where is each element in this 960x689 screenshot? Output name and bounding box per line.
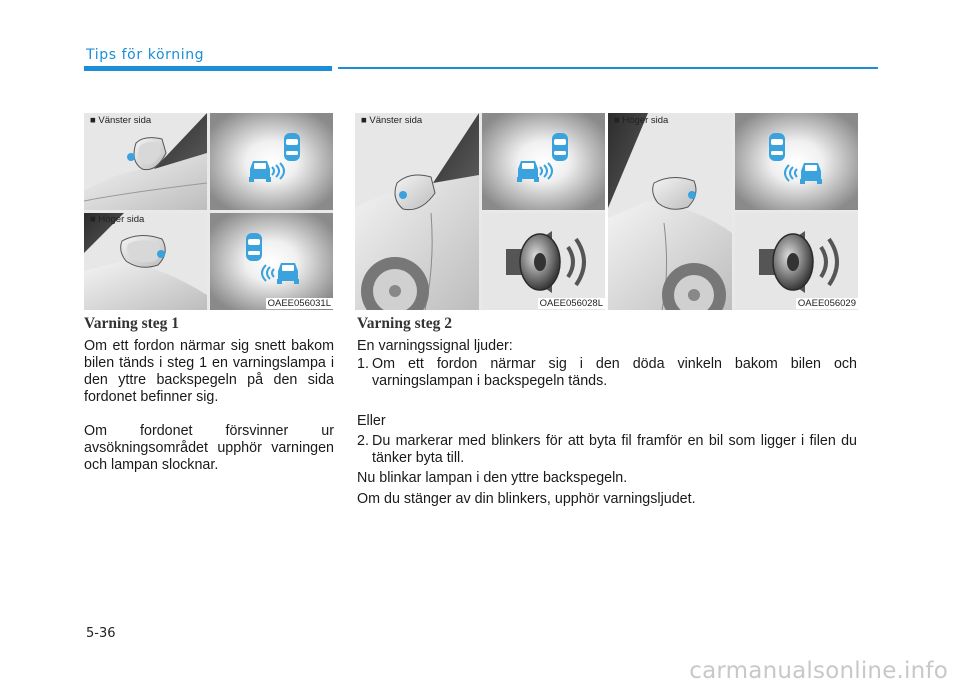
paragraph-stage1-warning: Om ett fordon närmar sig snett bakom bilen tänds i steg 1 en varningslampa i den yttre backspegeln på den sida fordonet befinner sig. bbox=[84, 338, 334, 405]
figure-label-left-side: ■ Vänster sida bbox=[361, 115, 423, 126]
paragraph-stage2-intro: En varningssignal ljuder: bbox=[357, 338, 513, 354]
heading-stage2: Varning steg 2 bbox=[357, 315, 453, 332]
list-number: 2. bbox=[357, 433, 369, 449]
paragraph-turn-off: Om du stänger av din blinkers, upphör varningsljudet. bbox=[357, 491, 696, 507]
blind-spot-diagram-left bbox=[210, 113, 333, 210]
figure-blind-spot-stage2-right bbox=[608, 113, 858, 310]
mirror-left-image bbox=[84, 113, 207, 210]
speaker-icon bbox=[482, 213, 605, 310]
car-side-right-image bbox=[608, 113, 732, 310]
list-text: Om ett fordon närmar sig i den döda vinkeln bakom bilen och varningslampan i backspegeln tänds. bbox=[372, 356, 857, 389]
blind-spot-diagram-right bbox=[210, 213, 333, 310]
mirror-right-image bbox=[84, 213, 207, 310]
car-side-left-image bbox=[355, 113, 479, 310]
watermark: carmanualsonline.info bbox=[689, 658, 948, 684]
figure-blind-spot-stage2-left bbox=[355, 113, 605, 310]
page-number: 5-36 bbox=[86, 626, 116, 641]
header-rule-thick bbox=[84, 66, 332, 71]
section-title: Tips för körning bbox=[86, 47, 205, 63]
blind-spot-diagram-stage2-right bbox=[735, 113, 858, 210]
list-number: 1. bbox=[357, 356, 369, 372]
heading-stage1: Varning steg 1 bbox=[84, 315, 180, 332]
blind-spot-diagram-stage2-left bbox=[482, 113, 605, 210]
paragraph-or: Eller bbox=[357, 413, 386, 429]
figure-label-left-side: ■ Vänster sida bbox=[90, 115, 152, 126]
figure-blind-spot-stage1 bbox=[84, 113, 333, 310]
figure-label-right-side: ■ Höger sida bbox=[90, 214, 145, 225]
figure-label-right-side: ■ Höger sida bbox=[614, 115, 669, 126]
list-item-1 bbox=[357, 356, 857, 390]
paragraph-blinking: Nu blinkar lampan i den yttre backspegeln. bbox=[357, 470, 628, 486]
speaker-icon bbox=[735, 213, 858, 310]
list-item-2 bbox=[357, 433, 857, 467]
figure-code: OAEE056028L bbox=[539, 298, 603, 309]
header-rule-thin bbox=[338, 67, 878, 69]
list-text: Du markerar med blinkers för att byta fil framför en bil som ligger i filen du tänker byta till. bbox=[372, 433, 857, 466]
paragraph-stage1-clear: Om fordonet försvinner ur avsökningsområdet upphör varningen och lampan slocknar. bbox=[84, 423, 334, 473]
figure-code: OAEE056029 bbox=[797, 298, 856, 309]
figure-code: OAEE056031L bbox=[267, 298, 331, 309]
